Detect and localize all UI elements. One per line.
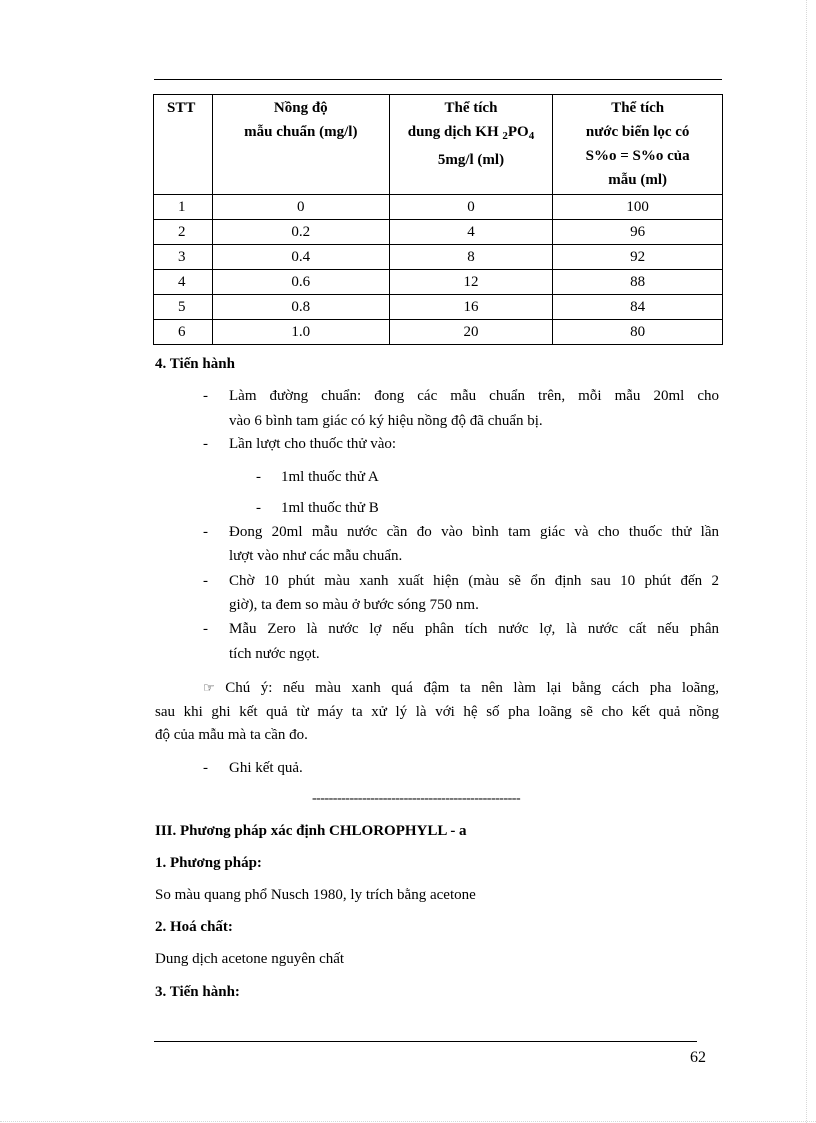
cell-seawater-volume: 80 xyxy=(553,320,723,345)
cell-stt: 2 xyxy=(154,220,213,245)
sub-item-reagent-a: 1ml thuốc thử A xyxy=(281,469,379,485)
header-concentration-line2: mẫu chuẩn (mg/l) xyxy=(244,124,358,140)
note-line2: sau khi ghi kết quả từ máy ta xử lý là với hệ số pha loãng sẽ cho kết quả nồng xyxy=(155,704,719,720)
cell-concentration: 0.4 xyxy=(212,245,389,270)
table-row xyxy=(154,195,723,220)
page-edge-bottom xyxy=(0,1121,816,1122)
subheading-hoa-chat: 2. Hoá chất: xyxy=(155,919,233,935)
cell-seawater-volume: 96 xyxy=(553,220,723,245)
header-reagent-volume-line3: 5mg/l (ml) xyxy=(437,152,505,168)
subheading-phuong-phap: 1. Phương pháp: xyxy=(155,855,262,871)
pointing-hand-icon: ☞ xyxy=(203,680,215,695)
section-separator: -------------------------------------------------- xyxy=(312,791,521,806)
header-concentration-line1: Nồng độ xyxy=(273,100,328,116)
header-concentration xyxy=(212,95,389,195)
section-heading-chlorophyll: III. Phương pháp xác định CHLOROPHYLL - a xyxy=(155,823,467,839)
cell-concentration: 0.6 xyxy=(212,270,389,295)
header-reagent-volume xyxy=(389,95,553,195)
cell-stt: 6 xyxy=(154,320,213,345)
note-line1: ☞ Chú ý: nếu màu xanh quá đậm ta nên làm lại bằng cách pha loãng, xyxy=(203,680,719,696)
cell-reagent-volume: 20 xyxy=(389,320,553,345)
list-item-3-line2: lượt vào như các mẫu chuẩn. xyxy=(229,548,403,564)
cell-concentration: 0 xyxy=(212,195,389,220)
list-item-6: Ghi kết quả. xyxy=(229,760,303,776)
cell-stt: 5 xyxy=(154,295,213,320)
cell-reagent-volume: 8 xyxy=(389,245,553,270)
cell-seawater-volume: 88 xyxy=(553,270,723,295)
table-row xyxy=(154,220,723,245)
bullet-dash: - xyxy=(203,760,208,776)
text-phuong-phap: So màu quang phổ Nusch 1980, ly trích bằng acetone xyxy=(155,887,476,903)
bullet-dash: - xyxy=(203,388,208,404)
cell-reagent-volume: 16 xyxy=(389,295,553,320)
header-seawater-volume-line4: mẫu (ml) xyxy=(608,172,668,188)
section-heading-tien-hanh: 4. Tiến hành xyxy=(155,356,235,372)
cell-stt: 4 xyxy=(154,270,213,295)
header-reagent-volume-line2: dung dịch KH $_2PO_4$ xyxy=(407,124,535,142)
table-header-row xyxy=(154,95,723,195)
bullet-dash: - xyxy=(203,573,208,589)
cell-seawater-volume: 92 xyxy=(553,245,723,270)
cell-seawater-volume: 84 xyxy=(553,295,723,320)
subheading-tien-hanh: 3. Tiến hành: xyxy=(155,984,240,1000)
cell-reagent-volume: 12 xyxy=(389,270,553,295)
cell-stt: 3 xyxy=(154,245,213,270)
cell-reagent-volume: 0 xyxy=(389,195,553,220)
sub-bullet-dash: - xyxy=(256,500,261,516)
cell-reagent-volume: 4 xyxy=(389,220,553,245)
table-row xyxy=(154,245,723,270)
page-edge-right xyxy=(806,0,807,1123)
list-item-4-line2: giờ), ta đem so màu ở bước sóng 750 nm. xyxy=(229,597,479,613)
list-item-2: Lần lượt cho thuốc thử vào: xyxy=(229,436,397,452)
cell-concentration: 1.0 xyxy=(212,320,389,345)
table-row xyxy=(154,320,723,345)
header-rule xyxy=(154,79,722,80)
footer-rule xyxy=(154,1041,697,1042)
header-seawater-volume-line2: nước biển lọc có xyxy=(585,124,690,140)
sub-bullet-dash: - xyxy=(256,469,261,485)
list-item-5-line2: tích nước ngọt. xyxy=(229,646,320,662)
list-item-1-line2: vào 6 bình tam giác có ký hiệu nồng độ đã chuẩn bị. xyxy=(229,413,543,429)
table-row xyxy=(154,295,723,320)
text-hoa-chat: Dung dịch acetone nguyên chất xyxy=(155,951,345,967)
cell-seawater-volume: 100 xyxy=(553,195,723,220)
cell-concentration: 0.2 xyxy=(212,220,389,245)
header-seawater-volume-line1: Thể tích xyxy=(611,100,665,116)
table-row xyxy=(154,270,723,295)
list-item-5-line1: Mẫu Zero là nước lợ nếu phân tích nước lợ, là nước cất nếu phân xyxy=(229,621,719,637)
list-item-1-line1: Làm đường chuẩn: đong các mẫu chuẩn trên, mỗi mẫu 20ml cho xyxy=(229,388,719,404)
list-item-3-line1: Đong 20ml mẫu nước cần đo vào bình tam giác và cho thuốc thử lần xyxy=(229,524,719,540)
cell-concentration: 0.8 xyxy=(212,295,389,320)
cell-stt: 1 xyxy=(154,195,213,220)
header-reagent-volume-line1: Thể tích xyxy=(444,100,498,116)
header-seawater-volume xyxy=(553,95,723,195)
note-line3: độ của mẫu mà ta cần đo. xyxy=(155,727,308,743)
standard-concentration-table xyxy=(153,94,723,345)
header-seawater-volume-line3: S%o = S%o của xyxy=(585,148,690,164)
header-stt: STT xyxy=(154,95,213,195)
list-item-4-line1: Chờ 10 phút màu xanh xuất hiện (màu sẽ ổn định sau 10 phút đến 2 xyxy=(229,573,719,589)
page-number: 62 xyxy=(690,1049,706,1066)
bullet-dash: - xyxy=(203,524,208,540)
sub-item-reagent-b: 1ml thuốc thử B xyxy=(281,500,379,516)
bullet-dash: - xyxy=(203,621,208,637)
bullet-dash: - xyxy=(203,436,208,452)
